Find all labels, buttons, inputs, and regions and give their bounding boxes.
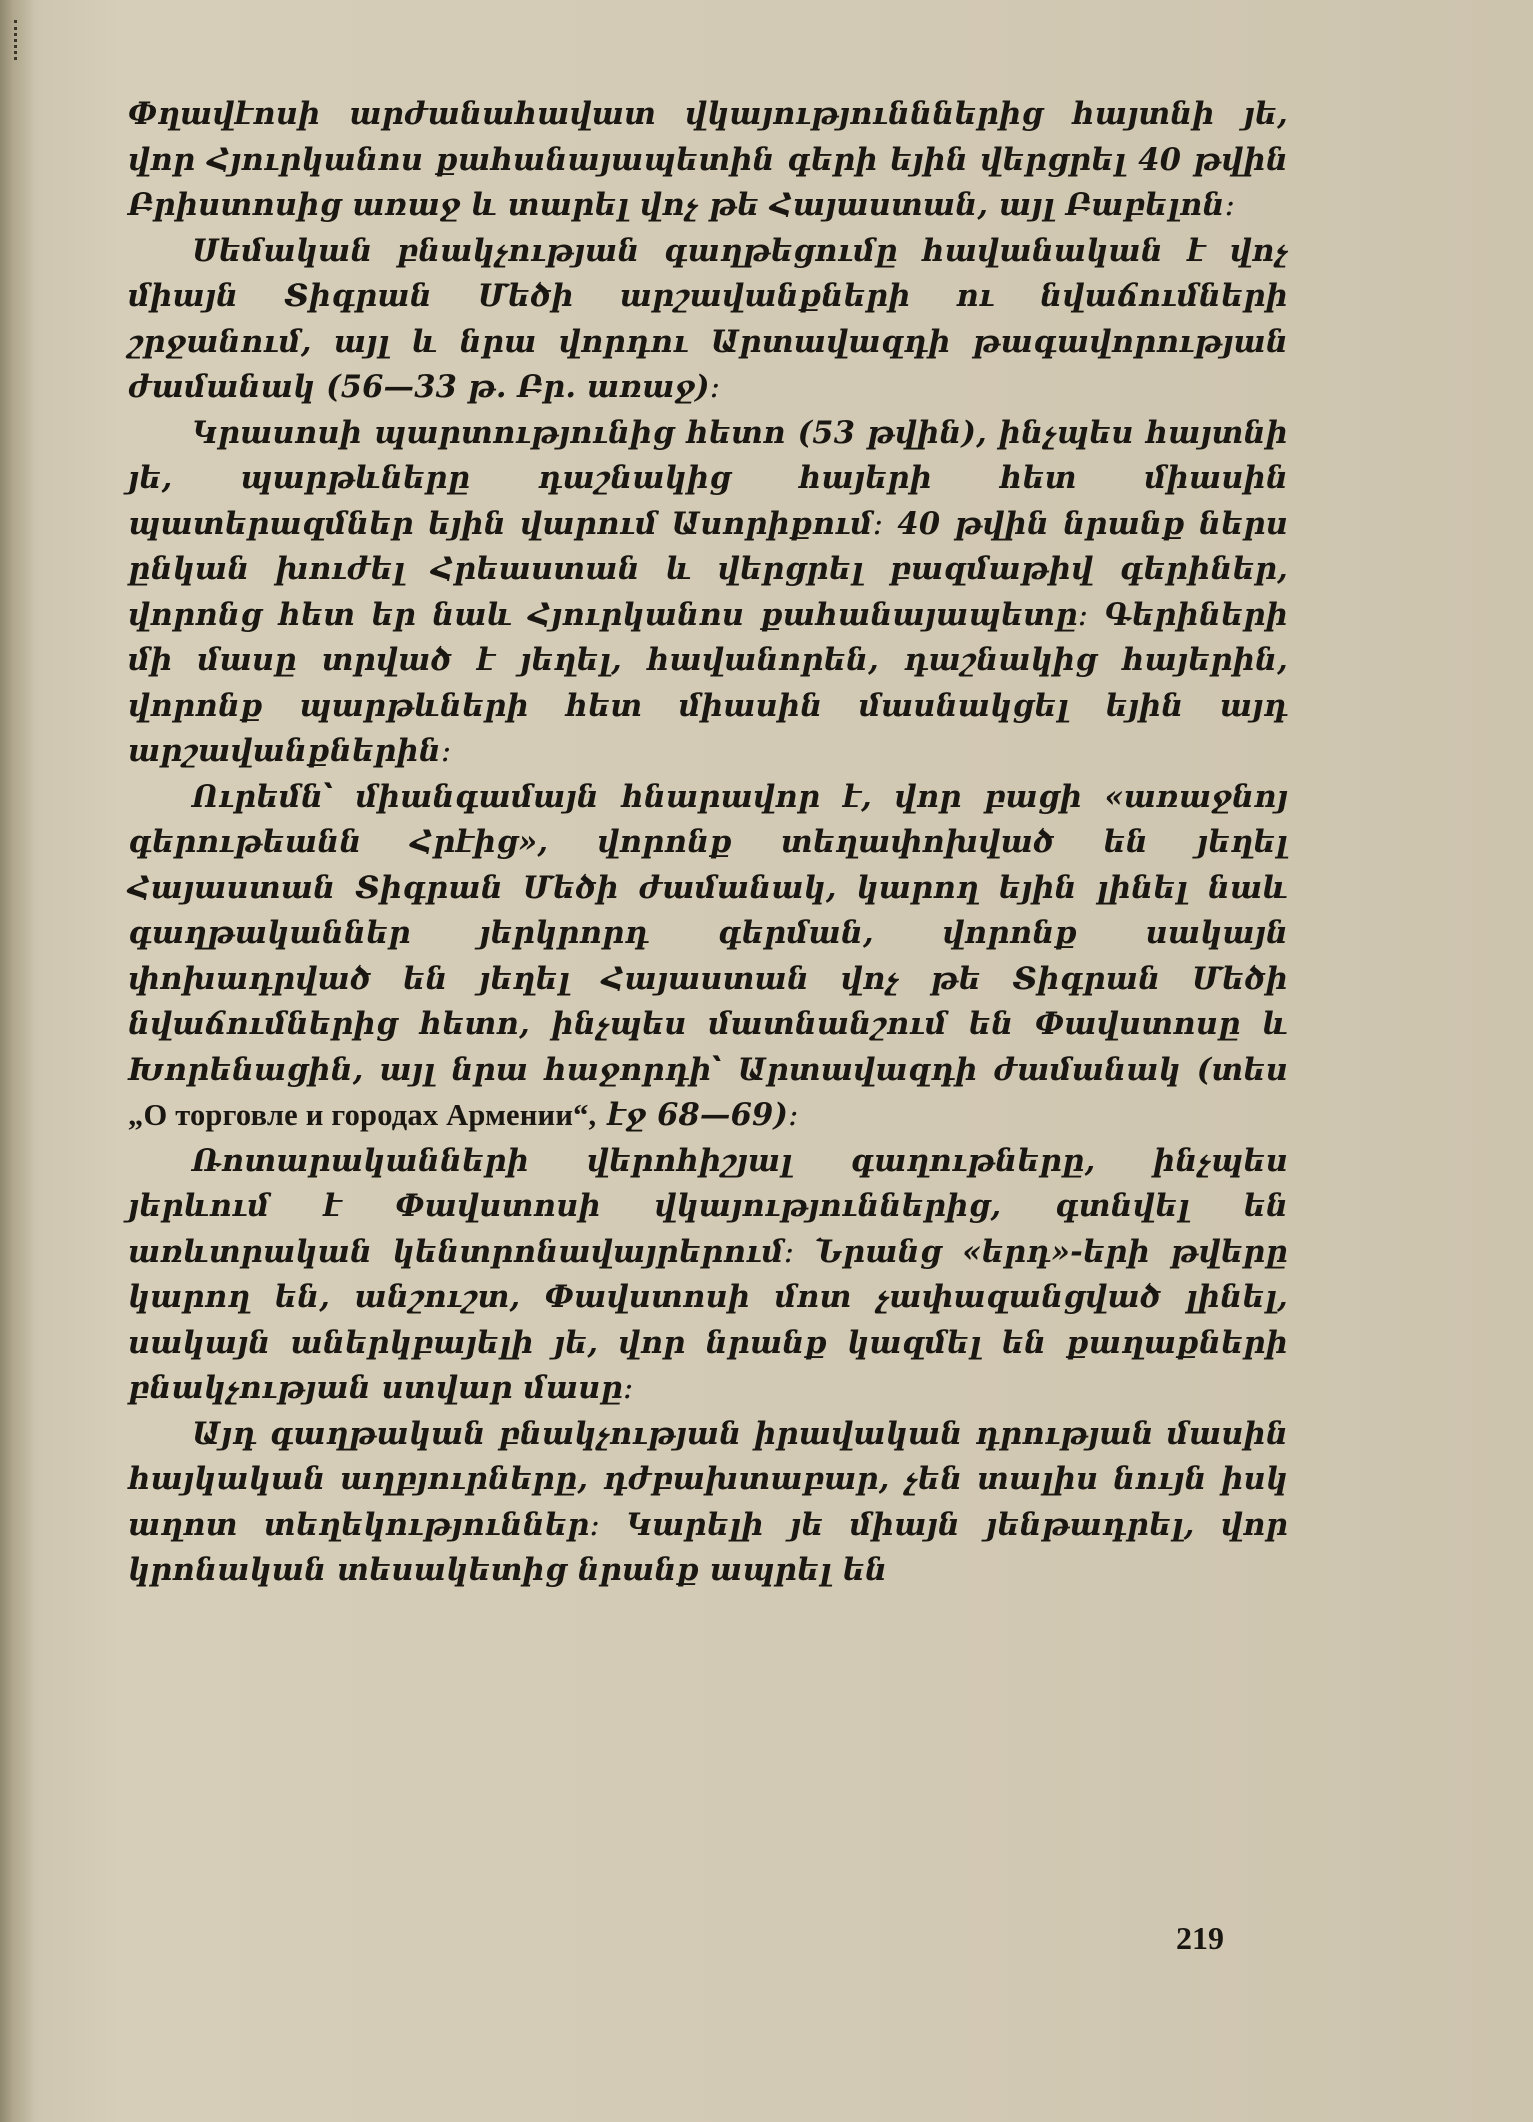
paragraph-1: Փղավէոսի արժանահավատ վկայությունններից հայտնի յե, վոր Հյուրկանոս քահանայապետին գերի եյին վերցրել 40 թվին Բրիստոսից առաջ և տարել վոչ թե Հայաստան, այլ Բաբելոն։	[128, 96, 1288, 223]
paragraph-4	[128, 775, 1288, 1139]
paragraph-4-text-after: էջ 68—69)։	[596, 1097, 799, 1133]
paragraph-4-text-before: Ուրեմն՝ միանգամայն հնարավոր է, վոր բացի «առաջնոյ գերութեանն Հրէից», վորոնք տեղափոխված են յեղել Հայաստան Տիգրան Մեծի ժամանակ, կարող եյին լինել նաև գաղթականներ յերկրորդ գերման, վորոնք սակայն փոխադրված են յեղել Հայաստան վոչ թե Տիգրան Մեծի նվաճումներից հետո, ինչպես մատնանշում են Փավստոսը և Խորենացին, այլ նրա հաջորդի՝ Արտավազդի ժամանակ (տես	[128, 778, 1288, 1088]
binding-edge	[0, 0, 34, 2122]
page-number: 219	[1176, 1920, 1224, 1956]
binding-stitch-marks	[14, 20, 21, 60]
citation-russian-title: „О торговле и городах Армении“,	[128, 1098, 597, 1132]
paragraph-5: Ռոտարականների վերոհիշյալ գաղութները, ինչպես յերևում է Փավստոսի վկայություններից, գտնվել են առևտրական կենտրոնավայրերում։ Նրանց «երդ»-երի թվերը կարող են, անշուշտ, Փավստոսի մոտ չափազանցված լինել, սակայն աներկբայելի յե, վոր նրանք կազմել են քաղաքների բնակչության ստվար մասը։	[128, 1142, 1288, 1406]
paragraph-3: Կրասոսի պարտությունից հետո (53 թվին), ինչպես հայտնի յե, պարթևները դաշնակից հայերի հետ միասին պատերազմներ եյին վարում Ասորիքում։ 40 թվին նրանք ներս ընկան խուժել Հրեաստան և վերցրել բազմաթիվ գերիներ, վորոնց հետ եր նաև Հյուրկանոս քահանայապետը։ Գերիների մի մասը տրված է յեղել, հավանորեն, դաշնակից հայերին, վորոնք պարթևների հետ միասին մասնակցել եյին այդ արշավանքներին։	[128, 414, 1288, 769]
paragraph-2: Սեմական բնակչության գաղթեցումը հավանական է վոչ միայն Տիգրան Մեծի արշավանքների ու նվաճումների շրջանում, այլ և նրա վորդու Արտավազդի թագավորության ժամանակ (56—33 թ. Բր. առաջ)։	[128, 232, 1288, 405]
paragraph-6: Այդ գաղթական բնակչության իրավական դրության մասին հայկական աղբյուրները, դժբախտաբար, չեն տալիս նույն իսկ աղոտ տեղեկություններ։ Կարելի յե միայն յենթադրել, վոր կրոնական տեսակետից նրանք ապրել են	[128, 1415, 1288, 1588]
body-text	[128, 92, 1288, 1882]
